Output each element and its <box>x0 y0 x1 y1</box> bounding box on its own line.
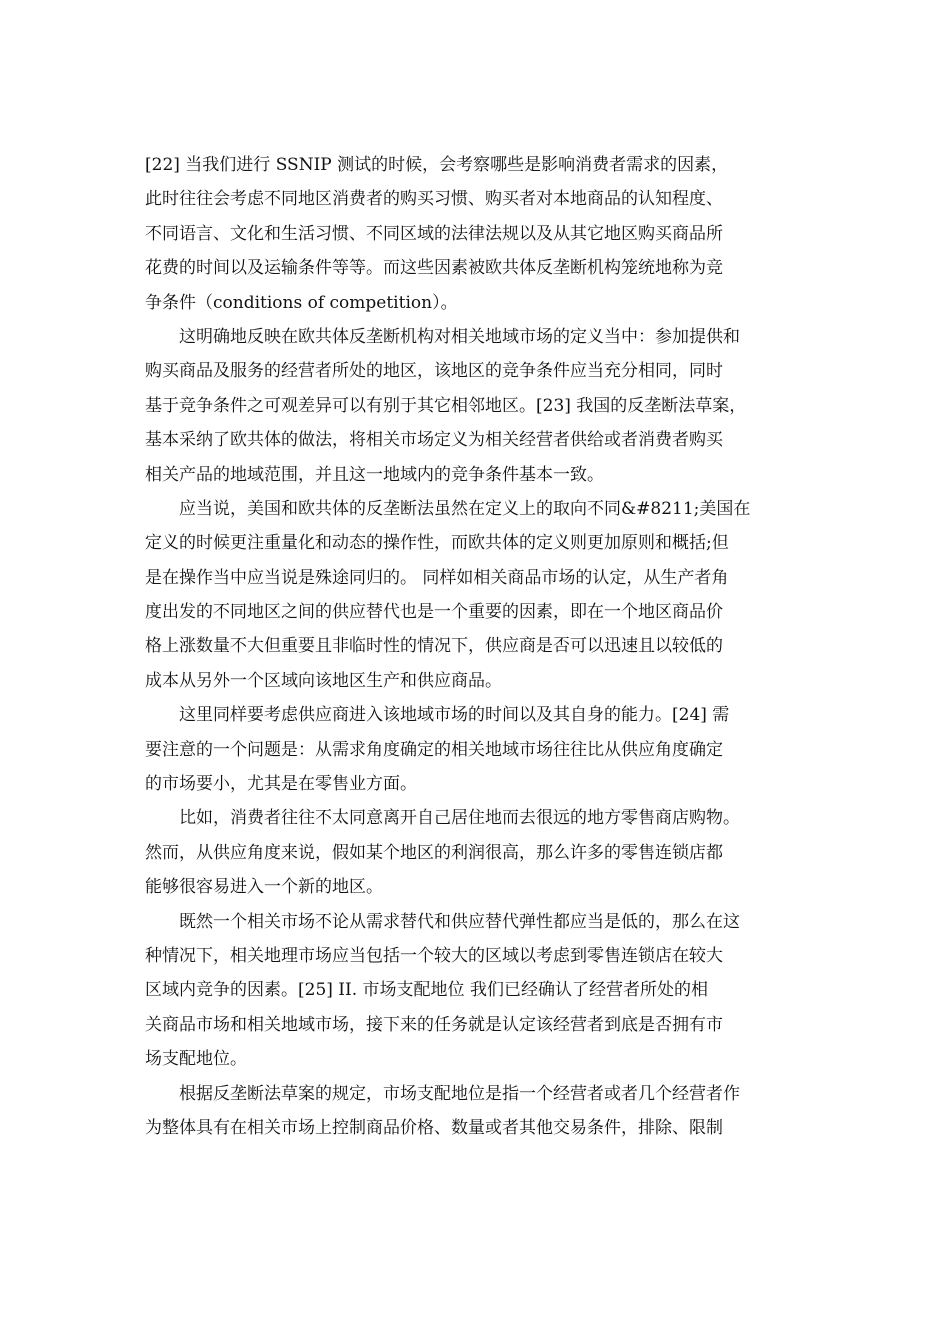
text-line: 争条件（conditions of competition）。 <box>145 292 458 313</box>
text-line: 比如，消费者往往不太同意离开自己居住地而去很远的地方零售商店购物。 <box>179 808 740 829</box>
text-line: 这明确地反映在欧共体反垄断机构对相关地域市场的定义当中：参加提供和 <box>179 326 740 347</box>
text-line: [22] 当我们进行 SSNIP 测试的时候，会考察哪些是影响消费者需求的因素， <box>145 155 729 175</box>
paragraph <box>145 320 825 492</box>
paragraph <box>145 698 825 801</box>
text-line: 这里同样要考虑供应商进入该地域市场的时间以及其自身的能力。[24] 需 <box>179 705 730 726</box>
text-line: 相关产品的地域范围，并且这一地域内的竞争条件基本一致。 <box>145 464 604 485</box>
text-line: 是在操作当中应当说是殊途同归的。 同样如相关商品市场的认定，从生产者角 <box>145 567 729 588</box>
text-line: 基于竞争条件之可观差异可以有别于其它相邻地区。[23] 我国的反垄断法草案， <box>145 395 747 416</box>
paragraph <box>145 492 825 698</box>
text-line: 不同语言、文化和生活习惯、不同区域的法律法规以及从其它地区购买商品所 <box>145 223 723 244</box>
text-line: 成本从另外一个区域向该地区生产和供应商品。 <box>145 670 502 691</box>
text-line: 种情况下，相关地理市场应当包括一个较大的区域以考虑到零售连锁店在较大 <box>145 945 723 966</box>
text-line: 根据反垄断法草案的规定，市场支配地位是指一个经营者或者几个经营者作 <box>179 1083 740 1104</box>
text-line: 场支配地位。 <box>145 1049 247 1070</box>
paragraph <box>145 905 825 1077</box>
text-line: 定义的时候更注重量化和动态的操作性，而欧共体的定义则更加原则和概括;但 <box>145 533 729 554</box>
text-line: 然而，从供应角度来说，假如某个地区的利润很高，那么许多的零售连锁店都 <box>145 842 723 863</box>
text-line: 应当说，美国和欧共体的反垄断法虽然在定义上的取向不同&#8211;美国在 <box>179 498 751 519</box>
text-line: 的市场要小，尤其是在零售业方面。 <box>145 774 417 795</box>
paragraph <box>145 801 825 904</box>
text-line: 格上涨数量不大但重要且非临时性的情况下，供应商是否可以迅速且以较低的 <box>145 636 723 657</box>
text-line: 要注意的一个问题是：从需求角度确定的相关地域市场往往比从供应角度确定 <box>145 739 723 760</box>
text-line: 为整体具有在相关市场上控制商品价格、数量或者其他交易条件，排除、限制 <box>145 1117 723 1138</box>
document-page <box>145 148 825 1145</box>
paragraph <box>145 148 825 320</box>
text-line: 能够很容易进入一个新的地区。 <box>145 877 383 898</box>
text-line: 花费的时间以及运输条件等等。而这些因素被欧共体反垄断机构笼统地称为竞 <box>145 258 723 279</box>
text-line: 关商品市场和相关地域市场，接下来的任务就是认定该经营者到底是否拥有市 <box>145 1014 723 1035</box>
text-line: 既然一个相关市场不论从需求替代和供应替代弹性都应当是低的，那么在这 <box>179 911 740 932</box>
text-line: 度出发的不同地区之间的供应替代也是一个重要的因素，即在一个地区商品价 <box>145 602 723 623</box>
text-line: 基本采纳了欧共体的做法，将相关市场定义为相关经营者供给或者消费者购买 <box>145 430 723 451</box>
text-line: 此时往往会考虑不同地区消费者的购买习惯、购买者对本地商品的认知程度、 <box>145 189 723 210</box>
text-line: 购买商品及服务的经营者所处的地区，该地区的竞争条件应当充分相同，同时 <box>145 361 723 382</box>
paragraph <box>145 1077 825 1146</box>
text-line: 区域内竞争的因素。[25] II. 市场支配地位 我们已经确认了经营者所处的相 <box>145 980 708 1001</box>
